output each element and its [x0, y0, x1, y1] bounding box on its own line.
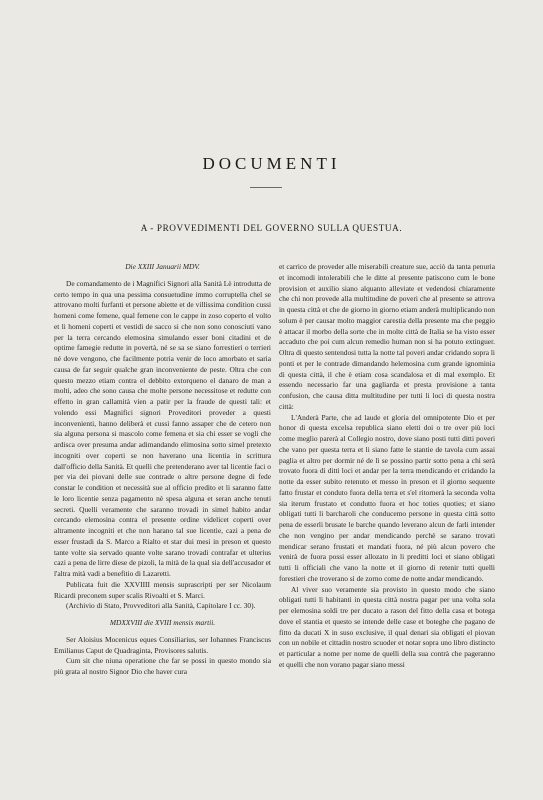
provisores-paragraph: Ser Aloisius Mocenicus eques Consiliarius, ser Iohannes Franciscus Emilianus Caput de Quadraginta, Provisores salutis. [54, 634, 271, 655]
page-title: DOCUMENTI [202, 154, 341, 173]
andera-parte-paragraph: L'Anderà Parte, che ad laude et gloria del omnipotente Dio et per honor di questa excelsa republica siano eletti doi o tre over più loci come meglio parerà al Collegio nostro, dove siano posti tutti ditti poveri che vano per questa terra et li siano fatte le stantie de tavola cum assai paglia et altro per dormir né de lì se possino partir sotto pena a chi serà trovato fuora di ditti loci et andar per la terra mendicando et cridando la notte da esser subito retenuto et messo in preson et il giorno sequente fatto frustar et conduto fuora della terra et s'el ritornerà la seconda volta sia iterum frustato et condutto fuora et hoc toties quoties; et siano obligati tutti li barcharoli che conducemo persone in questa città sotto pena de esserli brusate le barche quando leverano alcun de farli intender che non vengino per andar mendicando perchè se sarano trovati mendicar serano frustati et mandati fuora, né più alcun povero che venirà de fuora possi esser allozato in li preditti loci et siano obligati tutti li officiali che vano la notte et il giorno di retenir tutti quelli forestieri che troverano sì de zorno come de notte andar mendicando. [279, 412, 495, 583]
archive-reference: (Archivio di Stato, Provveditori alla Sanità, Capitolare I cc. 30). [66, 601, 256, 611]
decree-paragraph: De comandamento de i Magnifici Signori alla Sanità Lè introdutta de certo tempo in qua una pessima consuetudine immo corruptella chel se attrovano molti furfanti et persone abiette et de villissima condition cussi homeni come femene, qual femene con le cappe in zoso coperto el volto et li homeni coperti et vestidi de sacco si che non sono conosciuti vano per la terra cercando elemosina simulando esser boni citadini et de optime famegie redutte in povertà, né se sa se siano forrestieri o terrieri né dove vengono, che facilmente potria venir de loco amorbato et saria causa de far seguir qualche gran inconveniente de peste. Oltra che con questo mezzo etiam contra el debbito extorqueno el danaro de man a molti, adeo che sono causa che molte persone necessitose et redutte con effetto in gran callamità vien a patir per la fraude de questi tali: et volendo essi Magnifici signori Proveditori proveder a questi inconvenienti, hanno deliberà et cussi fanno assaper che de cetero non sia alguna persona si mascolo come femena et sia chi esser se vogli che ardisca over presuma andar adimandando elimosina sotto simel pretexto incogniti over coperti se non haverano una licentia in scrittura dall'officio della Sanità. Et quelli che pretenderano aver tal licentie faci o per via dei piovani delle sue contrade o altre persone degne di fede constar le condition et necessità sue al officio predito et li saranno fatte le loro licentie senza pagamento nè spesa alguna et seran anche tenuti secreti. Quelli veramente che saranno trovadi in simel habito andar cercando elemosina contra el presente ordine videlicet coperti over altramente incogniti et che non harano tal sue licentie, cazi a pena de esser frustadi da S. Marco a Rialto et star dui mesi in preson et questo tante volte sia servado quante volte sarano trovadi contrafar et ulterius cazi a pena de lirre diese de pizoli, la mità de la qual sia dell'accusador et l'altra mità vadi a benefitio di Lazaretti. [54, 278, 271, 578]
document-date: Die XXIII Januarii MDV. [125, 262, 200, 271]
second-document-date: MDXXVIII die XVIII mensis martii. [109, 618, 216, 627]
title-divider [250, 187, 282, 188]
continuation-paragraph: et carrico de proveder alle miserabili creature sue, acciò da tanta penuria et incomodi intolerabili che le ditte al presente patiscono cum le bone provision et auxilio siano alquanto alleviate et vedendosi chiaramente che chi non provede alla multitudine de poveri che al presente se attrova in questa città et che de giorno in giorno etiam anderà multiplicando non solum è per causar molto maggior carestia della presente ma che peggio è attacar il morbo della sorte che in molte città de Italia se ha visto esser accaduto che poi cum alcun remedio human non si ha potuto extinguer. Oltra di questo sentendosi tutta la notte tal poveri andar cridando sopra li ponti et per le contrade dimandando helemosina cum grande ignominia di questa città, il che è etiam cosa scandalosa et di mal exemplo. Et essendo necessario far una gagliarda et presta provisione a tanta confusion, che causa ditta multitudine per tutti li loci di questa nostra città: [279, 262, 495, 411]
section-subtitle: A - PROVVEDIMENTI DEL GOVERNO SULLA QUESTUA. [140, 223, 403, 233]
right-column [279, 262, 495, 671]
provision-paragraph: Al viver suo veramente sia provisto in questo modo che siano obligati tutti li habitanti in questa città nostra pagar per una volta sola per elemosina soldi tre per ducato a rason del fitto della casa et botega dove el stantia et questo se intende delle case et boteghe che pagano de fitto da ducati X in suso exclusive, il qual denari sia obligati el piovan con un nobile et cittadin nostro scuoder et notar sopra uno libro distincto et particular a nome per nome de quelli della sua contrà che pageranno et quelli che non vorano pagar siano messi [279, 584, 495, 669]
preamble-paragraph: Cum sit che niuna operatione che far se possi in questo mondo sia più grata al nostro Signor Dio che haver cura [54, 656, 271, 676]
left-column [54, 262, 271, 678]
publication-note: Publicata fuit die XXVIIII mensis suprascripti per ser Nicolaum Ricardi preconem super scalis Rivoalti et S. Marci. [54, 579, 271, 600]
